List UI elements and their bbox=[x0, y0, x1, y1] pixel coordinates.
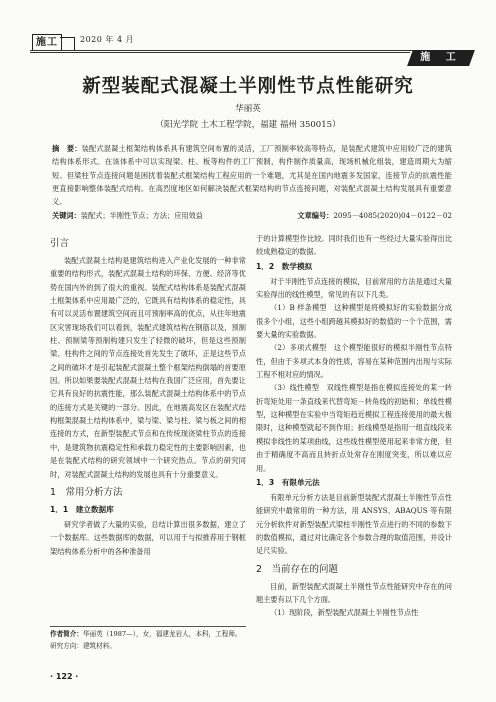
subsection-1-1-paragraph: 研究学者做了大量的实验，总结计算出很多数据，建立了一个数据库。这些数据库的数据，可以用于与拟推荐用于钢框架结构体系分析中的各种准备用 bbox=[50, 519, 246, 556]
page-number: · 122 · bbox=[50, 672, 79, 681]
subsection-1-3-paragraph: 有限单元分析方法是目前新型装配式混凝土半刚性节点性能研究中最常用的一种方法，用 ANSYS、ABAQUS 等有限元分析软件对新型装配式梁柱半刚性节点进行的不同的参数下的数值模拟，通过对比确定各个参数合理的取值范围，并设计足尺实验。 bbox=[256, 492, 452, 556]
section2-heading: 2 当前存在的问题 bbox=[256, 563, 339, 575]
author-footnote bbox=[50, 629, 246, 652]
article-number bbox=[297, 209, 452, 222]
continued-paragraph: 于的计算模型作比较。同时我们也有一些经过大量实验得出比较成熟稳定的数据。 bbox=[256, 234, 452, 257]
page-header bbox=[0, 0, 496, 62]
section2-paragraph: 目前，新型装配式混凝土半刚性节点性能研究中存在的问题主要有以下几个方面。 bbox=[256, 581, 452, 604]
list-item-polynomial: （2）多项式模型 这个模型能很好的模拟半刚性节点特性，但由于多项式本身的性质，容易在某种范围内出现与实际工程不相对应的情况。 bbox=[256, 343, 452, 380]
intro-paragraph: 装配式混凝土结构是建筑结构进入产业化发展的一种非常重要的结构形式，装配式混凝土结构的环保、方便、经济等优势在国内外的到了很大的重视。装配式结构体系是装配式混凝土框架体系中应用最广泛的，它既具有结构体系的稳定性，具有可以灵活布置建筑空间而且可预制率高的优点，从往年地震区灾害现场我们可以看到，装配式建筑结构在钢筋以及，预制柱、预制梁等预制构建只发生了轻微的破坏，但是这些预制梁、柱构件之间的节点连接处首先发生了破坏，正是这些节点之间的破坏才是引起装配式混凝土整个框架结构倒塌的首要原因。所以如果要装配式混凝土结构在我国广泛应用，首先要让它具有良好的抗震性能，那么装配式混凝土结构体系中的节点的连接方式是关键的一部分。因此，在地震高发区在装配式结构框架混凝土结构体系中，梁与梁、梁与柱、梁与板之间的相连接的方式，在新型装配式节点和在传统现浇梁柱节点的连接中，是建筑物抗震稳定性和承载力稳定性的主要影响因素，也是在装配式结构的研究领域中一个研究热点。节点的研究同时，对装配式混凝土结构的发展也具有十分重要意义。 bbox=[50, 256, 246, 479]
abstract bbox=[52, 142, 452, 208]
list-item-current-stage: （1）现阶段，新型装配式混凝土半刚性节点性 bbox=[270, 608, 419, 618]
section-tag-label: 施 工 bbox=[420, 52, 462, 63]
footnote-text: 华丽英（1987—），女，福建龙岩人，本科，工程师。研究方向：建筑材料。 bbox=[50, 630, 242, 650]
list-item-b-spline: （1）B 样条模型 这种模型是将模拟好的实验数据分成很多个小组，这些小组跨越其模拟好的数值的一个个范围，需要大量的实验数据。 bbox=[256, 303, 452, 340]
subsection-1-1-heading: 1．1 建立数据库 bbox=[50, 504, 114, 514]
section1-heading: 1 常用分析方法 bbox=[50, 486, 123, 498]
abstract-text: 装配式混凝土框架结构体系具有建筑空间布置的灵活，工厂预制率较高等特点，是装配式建筑中应用较广泛的建筑结构体系形式。在该体系中可以实现梁、柱、板等构件的工厂预制，构件制作质量高，现场机械化组装，建造周期大为缩短。但梁柱节点连接问题是困扰着装配式框架结构工程应用的一个难题，尤其是在国内地震多发国家，连接节点的抗震性能更直接影响整体装配式结构。在高烈度地区如何解决装配式框架结构的节点连接问题，对装配式混凝土结构发展具有重要意义。 bbox=[52, 144, 452, 207]
author-affiliation: （阳光学院 土木工程学院，福建 福州 350015） bbox=[155, 120, 341, 130]
list-item-linear: （3）线性模型 双线性模型是指在模拟连接处的某一转折弯矩处用一条直线来代替弯矩－转角线的初始和；单线性模型，这种模型在实验中当弯矩趋近模拟工程连接使用的最大极限时，这种模型就起不到作用；折线模型是指用一组直线段来模拟非线性的某项曲线，这些线性模型使用起来非常方便，但由于精确度不高而且转折点处常存在刚度突变，所以难以应用。 bbox=[256, 383, 452, 473]
keywords-label: 关键词： bbox=[52, 211, 81, 220]
footnote-rule bbox=[50, 626, 246, 627]
subsection-1-2-heading: 1．2 数学模拟 bbox=[256, 261, 313, 271]
header-rule-secondary bbox=[30, 52, 410, 53]
intro-heading: 引言 bbox=[50, 238, 70, 249]
article-number-value: 2095－4085(2020)04－0122－02 bbox=[333, 211, 452, 220]
article-title: 新型装配式混凝土半刚性节点性能研究 bbox=[82, 76, 414, 97]
header-rule bbox=[30, 50, 466, 51]
journal-logo-frame bbox=[60, 37, 75, 51]
left-column bbox=[50, 232, 246, 558]
keywords-line bbox=[52, 209, 452, 222]
subsection-1-2-paragraph: 对于半刚性节点连接的模拟，目前常用的方法是通过大量实验得出的线性模型，常见的有以下几类。 bbox=[256, 276, 452, 300]
issue-date: 2020 年 4 月 bbox=[80, 35, 135, 44]
author-name: 华丽英 bbox=[235, 104, 261, 114]
journal-logo: 施工 bbox=[32, 34, 62, 51]
right-column bbox=[256, 232, 452, 620]
footnote-label: 作者简介： bbox=[50, 630, 83, 638]
keywords-text: 装配式；半刚性节点；方法；应用效益 bbox=[80, 211, 203, 220]
article-number-label: 文章编号： bbox=[297, 211, 334, 220]
subsection-1-3-heading: 1．3 有限单元法 bbox=[256, 477, 320, 487]
section-tag bbox=[407, 50, 475, 66]
abstract-label: 摘 要： bbox=[52, 144, 82, 153]
